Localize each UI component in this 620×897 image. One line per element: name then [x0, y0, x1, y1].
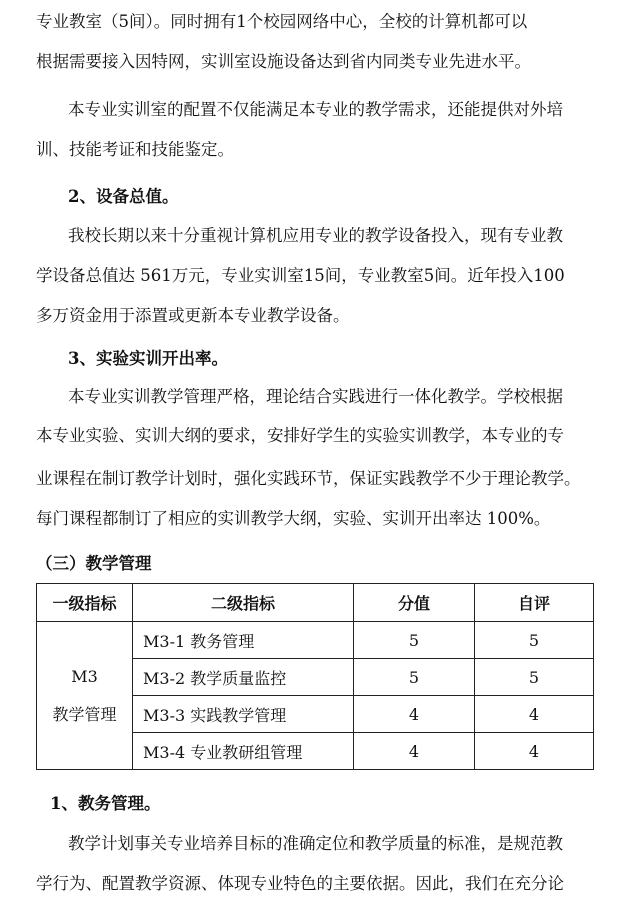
- text-line: 根据需要接入因特网，实训室设施设备达到省内同类专业先进水平。: [36, 52, 531, 71]
- text-line: 本专业实验、实训大纲的要求，安排好学生的实验实训教学，本专业的专: [36, 426, 564, 445]
- text-line: 专业教室（5间）。同时拥有1个校园网络中心，全校的计算机都可以: [36, 12, 528, 31]
- text-line: 学设备总值达 561万元，专业实训室15间，专业教室5间。近年投入100: [36, 266, 565, 285]
- text-line: 教学计划事关专业培养目标的准确定位和教学质量的标准，是规范教: [68, 834, 563, 853]
- table-row: [37, 622, 594, 659]
- score-cell: 5: [354, 659, 475, 696]
- table-header-row: [37, 584, 594, 622]
- level2-cell: M3-2 教学质量监控: [133, 659, 354, 696]
- text-line: 学行为、配置教学资源、体现专业特色的主要依据。因此，我们在充分论: [36, 874, 564, 893]
- level1-cell: [37, 622, 133, 770]
- table-header-cell: 一级指标: [37, 584, 133, 622]
- section-heading: 1、教务管理。: [50, 794, 161, 813]
- table-header-cell: 自评: [475, 584, 594, 622]
- section-heading: （三）教学管理: [36, 554, 152, 573]
- text-line: 本专业实训室的配置不仅能满足本专业的教学需求，还能提供对外培: [68, 100, 563, 119]
- level2-cell: M3-4 专业教研组管理: [133, 733, 354, 770]
- table-header-cell: 二级指标: [133, 584, 354, 622]
- evaluation-table: [36, 583, 594, 770]
- self-eval-cell: 4: [475, 733, 594, 770]
- section-heading: 2、设备总值。: [68, 187, 179, 206]
- score-cell: 5: [354, 622, 475, 659]
- text-line: 本专业实训教学管理严格，理论结合实践进行一体化教学。学校根据: [68, 387, 563, 406]
- level2-cell: M3-3 实践教学管理: [133, 696, 354, 733]
- self-eval-cell: 5: [475, 659, 594, 696]
- self-eval-cell: 5: [475, 622, 594, 659]
- level2-cell: M3-1 教务管理: [133, 622, 354, 659]
- text-line: 我校长期以来十分重视计算机应用专业的教学设备投入，现有专业教: [68, 226, 563, 245]
- text-line: 训、技能考证和技能鉴定。: [36, 140, 234, 159]
- section-heading: 3、实验实训开出率。: [68, 349, 228, 368]
- text-line: 业课程在制订教学计划时，强化实践环节，保证实践教学不少于理论教学。: [36, 469, 581, 488]
- score-cell: 4: [354, 696, 475, 733]
- text-line: 多万资金用于添置或更新本专业教学设备。: [36, 306, 350, 325]
- table-header-cell: 分值: [354, 584, 475, 622]
- level1-code: M3: [71, 666, 98, 686]
- level1-name: 教学管理: [52, 704, 117, 724]
- score-cell: 4: [354, 733, 475, 770]
- self-eval-cell: 4: [475, 696, 594, 733]
- text-line: 每门课程都制订了相应的实训教学大纲，实验、实训开出率达 100%。: [36, 509, 551, 528]
